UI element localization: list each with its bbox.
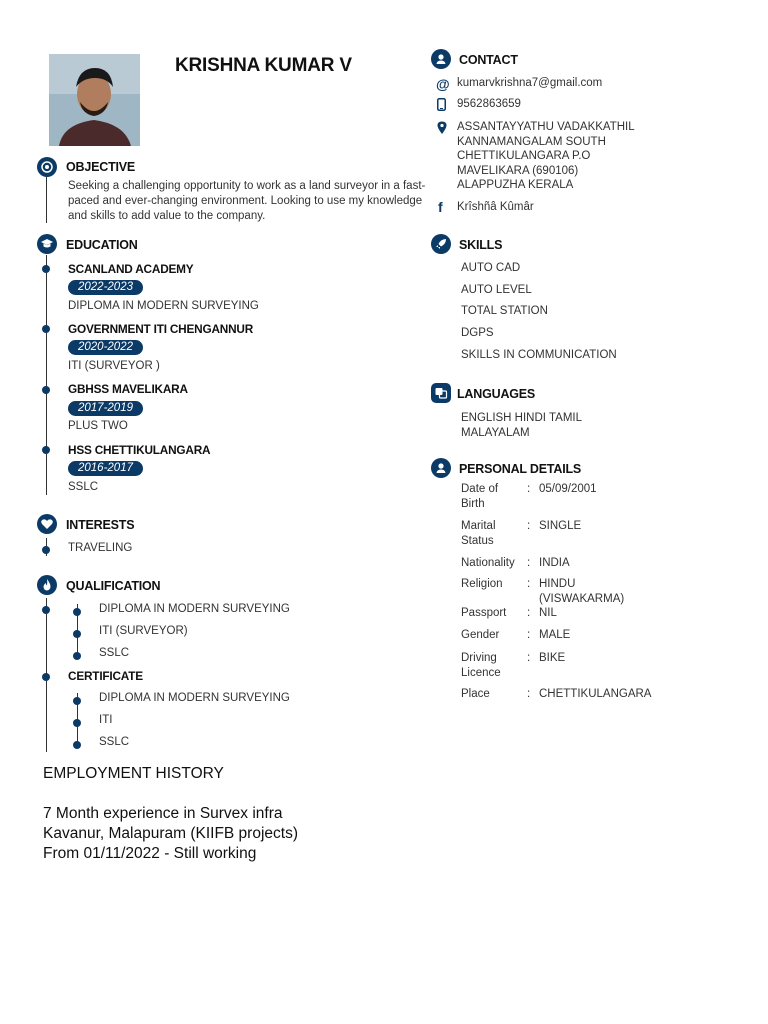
candidate-name: KRISHNA KUMAR V <box>175 55 352 76</box>
education-course: PLUS TWO <box>68 420 128 432</box>
objective-title: OBJECTIVE <box>66 160 136 174</box>
sub-dot <box>73 608 81 616</box>
languages-title: LANGUAGES <box>457 387 536 401</box>
personal-details-table: Date of Birth : 05/09/2001 Marital Status : SINGLE Nationality : INDIA Religion : HINDU (VISWAKARMA) Passport : NIL Gender : MALE Driving Licence : BIKE Place : CHETTIKULANGARA <box>461 483 652 700</box>
education-years-badge: 2022-2023 <box>68 280 143 295</box>
sub-dot <box>73 652 81 660</box>
skill-item: TOTAL STATION <box>461 305 548 317</box>
education-years-badge: 2017-2019 <box>68 401 143 416</box>
profile-photo <box>49 54 140 146</box>
timeline-dot <box>42 673 50 681</box>
education-school: GOVERNMENT ITI CHENGANNUR <box>68 322 254 336</box>
employment-line: 7 Month experience in Survex infra <box>43 805 283 822</box>
objective-line <box>46 177 47 223</box>
certificate-item: ITI <box>99 714 113 726</box>
education-title: EDUCATION <box>66 238 138 252</box>
contact-facebook[interactable]: Krîshñâ Kûmâr <box>457 201 534 213</box>
qualification-title: QUALIFICATION <box>66 579 161 593</box>
skill-item: AUTO CAD <box>461 262 521 274</box>
education-years-badge: 2020-2022 <box>68 340 143 355</box>
skill-item: AUTO LEVEL <box>461 284 532 296</box>
timeline-dot <box>42 606 50 614</box>
interest-item: TRAVELING <box>68 542 133 554</box>
at-icon: @ <box>436 76 450 92</box>
person-photo-icon <box>49 54 140 146</box>
location-pin-icon <box>437 121 447 139</box>
timeline-dot <box>42 265 50 273</box>
languages-text: ENGLISH HINDI TAMIL MALAYALAM <box>461 412 582 439</box>
education-years-badge: 2016-2017 <box>68 461 143 476</box>
contact-title: CONTACT <box>459 53 518 67</box>
timeline-dot <box>42 446 50 454</box>
certificate-title: CERTIFICATE <box>68 669 143 683</box>
contact-email[interactable]: kumarvkrishna7@gmail.com <box>457 77 603 89</box>
sub-dot <box>73 719 81 727</box>
education-timeline <box>46 255 47 495</box>
target-icon <box>37 157 57 177</box>
interests-title: INTERESTS <box>66 518 135 532</box>
skills-title: SKILLS <box>459 238 503 252</box>
person-icon <box>431 458 451 478</box>
skill-item: SKILLS IN COMMUNICATION <box>461 349 617 361</box>
phone-icon <box>437 98 446 116</box>
timeline-dot <box>42 546 50 554</box>
personal-details-title: PERSONAL DETAILS <box>459 462 582 476</box>
employment-line: From 01/11/2022 - Still working <box>43 845 257 862</box>
qualification-item: SSLC <box>99 647 130 659</box>
contact-phone[interactable]: 9562863659 <box>457 98 521 110</box>
qualification-item: ITI (SURVEYOR) <box>99 625 188 637</box>
certificate-item: SSLC <box>99 736 130 748</box>
education-school: HSS CHETTIKULANGARA <box>68 443 211 457</box>
translate-icon <box>431 383 451 403</box>
objective-text: Seeking a challenging opportunity to work as a land surveyor in a fast-paced and ever-changing environment. Looking to use my knowledge and skills to add value to the company. <box>68 180 426 222</box>
person-icon <box>431 49 451 69</box>
education-school: SCANLAND ACADEMY <box>68 262 194 276</box>
education-course: SSLC <box>68 481 99 493</box>
fire-icon <box>37 575 57 595</box>
timeline-dot <box>42 325 50 333</box>
sub-dot <box>73 741 81 749</box>
education-course: DIPLOMA IN MODERN SURVEYING <box>68 300 259 312</box>
sub-dot <box>73 630 81 638</box>
employment-title: EMPLOYMENT HISTORY <box>43 765 224 782</box>
qualification-item: DIPLOMA IN MODERN SURVEYING <box>99 603 290 615</box>
employment-line: Kavanur, Malapuram (KIIFB projects) <box>43 825 298 842</box>
contact-address: ASSANTAYYATHU VADAKKATHIL KANNAMANGALAM SOUTH CHETTIKULANGARA P.O MAVELIKARA (690106) ALAPPUZHA KERALA <box>457 121 635 192</box>
skill-item: DGPS <box>461 327 494 339</box>
sub-dot <box>73 697 81 705</box>
education-school: GBHSS MAVELIKARA <box>68 382 188 396</box>
certificate-item: DIPLOMA IN MODERN SURVEYING <box>99 692 290 704</box>
rocket-icon <box>431 234 451 254</box>
graduation-cap-icon <box>37 234 57 254</box>
education-course: ITI (SURVEYOR ) <box>68 360 160 372</box>
timeline-dot <box>42 386 50 394</box>
facebook-icon: f <box>438 199 443 215</box>
heart-icon <box>37 514 57 534</box>
